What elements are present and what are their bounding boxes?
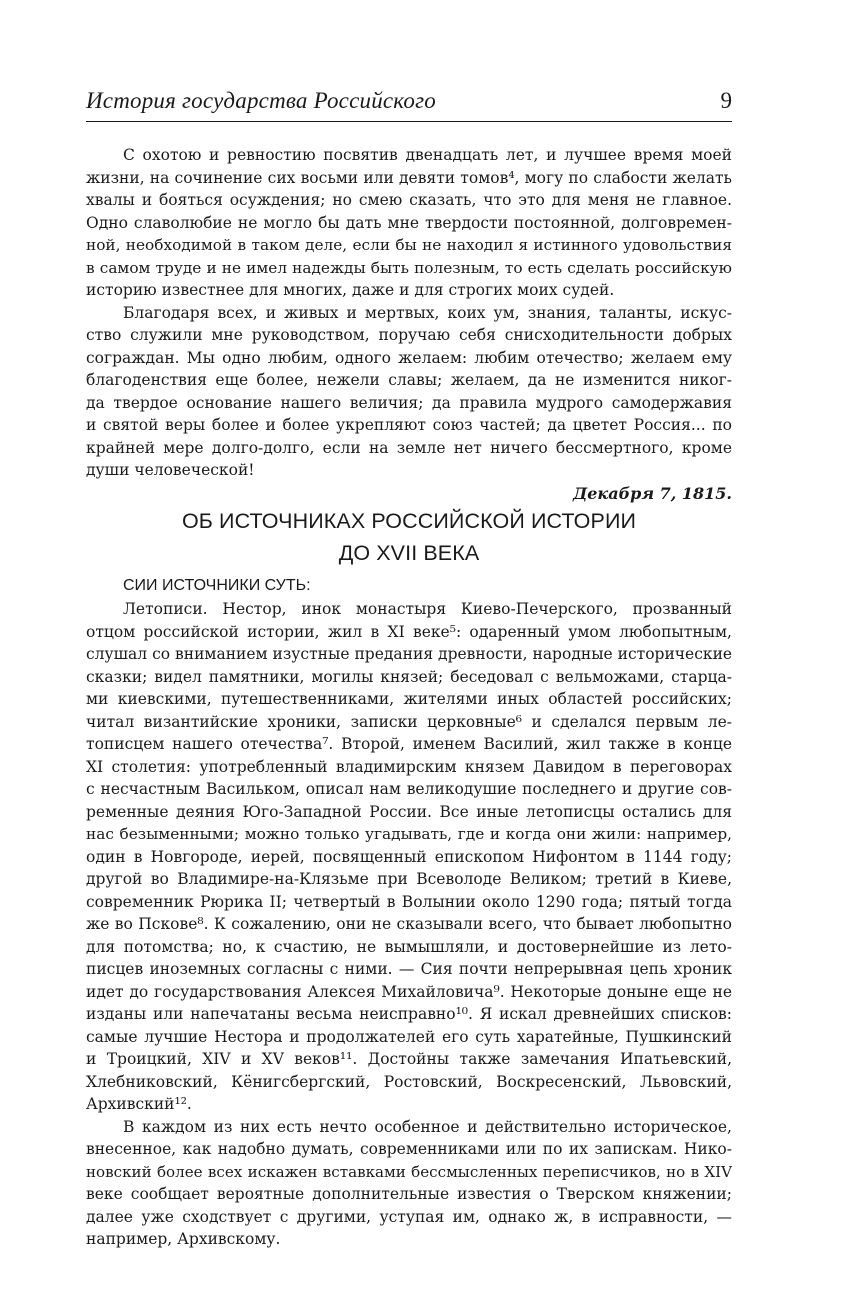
text-line: крайней мере долго-долго, если на земле нет ничего бессмертного, кроме (86, 438, 732, 457)
preface-text (86, 144, 732, 506)
text-line: внесенное, как надобно думать, современниками или по их запискам. Нико- (86, 1140, 732, 1158)
text-line: С охотою и ревностию посвятив двенадцать лет, и лучшее время моей (123, 146, 732, 164)
text-line: например, Архивскому. (86, 1230, 281, 1248)
text-line: нас безыменными; можно только угадывать, где и когда они жили: например, (86, 825, 732, 843)
text-line: для потомства; но, к счастию, не вымышляли, и достовернейшие из лето- (86, 937, 732, 956)
preface-date-signature: Декабря 7, 1815. (572, 483, 732, 503)
text-line: далее уже сходствует с другими, уступая им, однако ж, в исправности, — (86, 1207, 732, 1226)
section-text (86, 574, 732, 1251)
section-title-line-2: ДО XVII ВЕКА (338, 541, 480, 565)
text-line: Хлебниковский, Кёнигсбергский, Ростовский, Воскресенский, Львовский, (86, 1072, 732, 1091)
text-line: один в Новгороде, иерей, посвященный епископом Нифонтом в 1144 году; (86, 847, 732, 866)
text-line: Летописи. Нестор, инок монастыря Киево-Печерского, прозванный (123, 600, 732, 618)
running-head (86, 84, 732, 120)
text-line: в самом труде и не имел надежды быть полезным, то есть сделать российскую (86, 258, 732, 277)
text-line: слушал со вниманием изустные предания древности, народные исторические (86, 645, 732, 663)
text-line: же во Пскове⁸. К сожалению, они не сказывали всего, что бывает любопытно (86, 915, 732, 933)
text-line: отцом российской истории, жил в XI веке⁵: одаренный умом любопытным, (86, 622, 732, 641)
text-line: с несчастным Васильком, описал нам великодушие последнего и другие сов- (86, 780, 732, 798)
text-line: Одно славолюбие не могло бы дать мне твердости постоянной, долговремен- (86, 213, 732, 232)
text-line: сограждан. Мы одно любим, одного желаем: любим отечество; желаем ему (86, 348, 732, 367)
text-line: ми киевскими, путешественниками, жителями иных областей российских; (86, 690, 732, 708)
text-line: благоденствия еще более, нежели славы; желаем, да не изменится никог- (86, 371, 732, 389)
text-line: сказки; видел памятники, могилы князей; беседовал с вельможами, старца- (86, 667, 732, 686)
text-line: ременные деяния Юго-Западной России. Все иные летописцы остались для (86, 802, 732, 821)
text-line: хвалы и бояться осуждения; но смею сказать, что это для меня не главное. (86, 191, 732, 209)
header-rule (86, 121, 732, 122)
text-line: веке сообщает вероятные дополнительные известия о Тверском княжении; (86, 1185, 732, 1203)
running-title: История государства Российского (86, 88, 436, 113)
text-line: ной, необходимой в таком деле, если бы не находил я истинного удовольствия (86, 236, 732, 254)
text-line: да твердое основание нашего величия; да правила мудрого самодержавия (86, 393, 732, 412)
section-heading (86, 505, 732, 569)
text-line: историю известнее для многих, даже и для строгих моих судей. (86, 281, 615, 299)
text-line: современник Рюрика II; четвертый в Волынии около 1290 года; пятый тогда (86, 892, 732, 911)
text-line: В каждом из них есть нечто особенное и действительно историческое, (123, 1117, 732, 1136)
text-line: идет до государствования Алексея Михайловича⁹. Некоторые доныне еще не (86, 982, 732, 1001)
text-line: другой во Владимире-на-Клязьме при Всеволоде Великом; третий в Киеве, (86, 870, 732, 888)
section-subheading: СИИ ИСТОЧНИКИ СУТЬ: (123, 577, 311, 594)
section-title-line-1: ОБ ИСТОЧНИКАХ РОССИЙСКОЙ ИСТОРИИ (181, 509, 637, 533)
text-line: XI столетия: употребленный владимирским князем Давидом в переговорах (86, 757, 732, 776)
text-line: и святой веры более и более укрепляют союз частей; да цветет Россия... по (86, 416, 732, 434)
text-line: ство служили мне руководством, поручаю себя снисходительности добрых (86, 326, 732, 344)
text-line: жизни, на сочинение сих восьми или девяти томов⁴, могу по слабости желать (86, 168, 732, 187)
text-line: новский более всех искажен вставками бессмысленных переписчиков, но в XIV (86, 1162, 732, 1181)
text-line: самые лучшие Нестора и продолжателей его суть харатейные, Пушкинский (86, 1027, 732, 1046)
text-line: писцев иноземных согласны с ними. — Сия почти непрерывная цепь хроник (86, 960, 732, 978)
page-number: 9 (720, 88, 732, 113)
text-line: Архивский¹². (86, 1095, 192, 1113)
text-line: изданы или напечатаны весьма неисправно¹⁰. Я искал древнейших списков: (86, 1005, 732, 1023)
text-line: и Троицкий, XIV и XV веков¹¹. Достойны также замечания Ипатьевский, (86, 1050, 732, 1068)
text-line: читал византийские хроники, записки церковные⁶ и сделался первым ле- (86, 712, 732, 731)
text-line: Благодаря всех, и живых и мертвых, коих ум, знания, таланты, искус- (123, 303, 732, 322)
text-line: души человеческой! (86, 461, 255, 479)
text-line: тописцем нашего отечества⁷. Второй, именем Василий, жил также в конце (86, 735, 732, 753)
